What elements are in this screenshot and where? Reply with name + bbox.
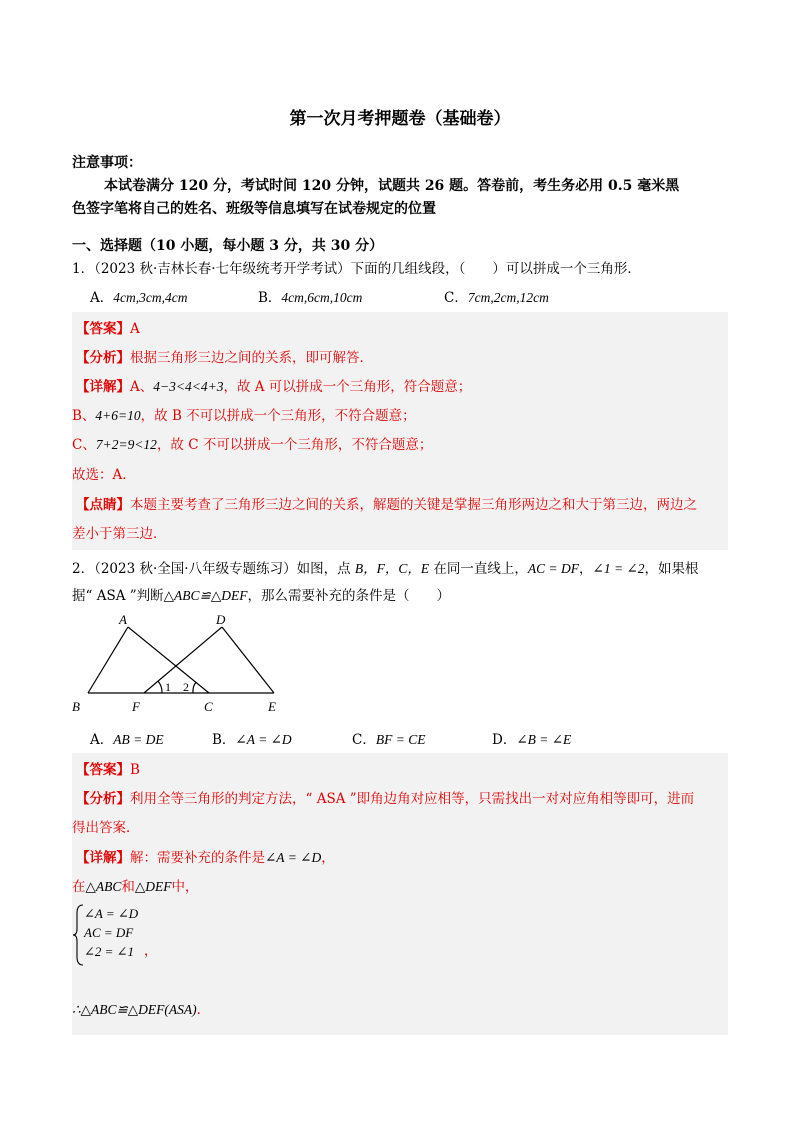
label-d: D xyxy=(216,612,226,627)
question-2-stem-line-2: 据“ ASA ”判断△ABC≌△DEF，那么需要补充的条件是（ ） xyxy=(72,588,450,604)
q1-option-b: B．4cm,6cm,10cm xyxy=(258,290,363,306)
q2-option-b: B．∠A = ∠D xyxy=(212,732,292,748)
notice-heading: 注意事项： xyxy=(72,155,142,171)
q1-detail-a: 【详解】A、4−3<4<4+3，故 A 可以拼成一个三角形，符合题意； xyxy=(76,379,472,395)
q1-detail-b: B、4+6=10，故 B 不可以拼成一个三角形，不符合题意； xyxy=(72,408,416,424)
system-eq-3: ∠2 = ∠1 xyxy=(84,944,135,959)
segment-ba xyxy=(88,627,128,693)
q2-in-triangles: 在△ABC和△DEF中， xyxy=(72,879,199,895)
angle-1-arc xyxy=(158,681,162,693)
q1-answer: 【答案】A xyxy=(76,321,140,337)
q2-therefore: ∴△ABC≌△DEF(ASA)． xyxy=(72,1002,211,1018)
system-eq-2: AC = DF xyxy=(84,925,134,940)
label-angle-2: 2 xyxy=(183,680,189,694)
q2-option-c: C．BF = CE xyxy=(352,732,426,748)
q2-answer-block xyxy=(72,753,728,1035)
question-1-stem: 1．（2023 秋·吉林长春·七年级统考开学考试）下面的几组线段，（ ）可以拼成一个三角形． xyxy=(72,261,641,277)
equation-system xyxy=(84,904,138,961)
q2-answer: 【答案】B xyxy=(76,762,140,778)
q1-answer-block xyxy=(72,312,728,550)
question-2-stem-line-1: 2．（2023 秋·全国·八年级专题练习）如图，点 B，F，C，E 在同一直线上，AC = DF，∠1 = ∠2，如果根 xyxy=(72,561,699,577)
system-end-mark: ， xyxy=(144,943,158,959)
q2-analysis-line-1: 【分析】利用全等三角形的判定方法，“ ASA ”即角边角对应相等，只需找出一对对应角相等即可，进而 xyxy=(76,791,695,807)
section-heading: 一、选择题（10 小题，每小题 3 分，共 30 分） xyxy=(72,238,384,254)
label-c: C xyxy=(204,699,213,714)
q1-analysis: 【分析】根据三角形三边之间的关系，即可解答． xyxy=(76,350,373,366)
notice-line-2: 色签字笔将自己的姓名、班级等信息填写在试卷规定的位置 xyxy=(72,201,436,217)
q2-detail: 【详解】解：需要补充的条件是∠A = ∠D， xyxy=(76,850,335,866)
q2-analysis-line-2: 得出答案． xyxy=(72,820,140,836)
label-angle-1: 1 xyxy=(165,680,171,694)
label-f: F xyxy=(132,699,140,714)
q1-option-c: C．7cm,2cm,12cm xyxy=(444,290,549,306)
q1-option-a: A．4cm,3cm,4cm xyxy=(90,290,188,306)
triangle-figure xyxy=(66,610,296,720)
label-a: A xyxy=(119,612,127,627)
q1-comment-line-2: 差小于第三边． xyxy=(72,526,167,542)
segment-de xyxy=(222,627,274,693)
label-e: E xyxy=(268,699,276,714)
q1-conclusion: 故选：A． xyxy=(72,467,136,483)
angle-2-arc xyxy=(193,682,196,693)
notice-line-1: 本试卷满分 120 分，考试时间 120 分钟，试题共 26 题。答卷前，考生务必用 0.5 毫米黑 xyxy=(104,178,680,194)
q2-option-a: A．AB = DE xyxy=(90,732,164,748)
q1-comment-line-1: 【点睛】本题主要考查了三角形三边之间的关系，解题的关键是掌握三角形两边之和大于第三边，两边之 xyxy=(76,497,697,513)
q1-detail-c: C、7+2=9<12，故 C 不可以拼成一个三角形，不符合题意； xyxy=(72,437,433,453)
page-title: 第一次月考押题卷（基础卷） xyxy=(289,109,511,129)
label-b: B xyxy=(72,699,80,714)
q2-option-d: D．∠B = ∠E xyxy=(492,732,572,748)
system-eq-1: ∠A = ∠D xyxy=(84,906,139,921)
